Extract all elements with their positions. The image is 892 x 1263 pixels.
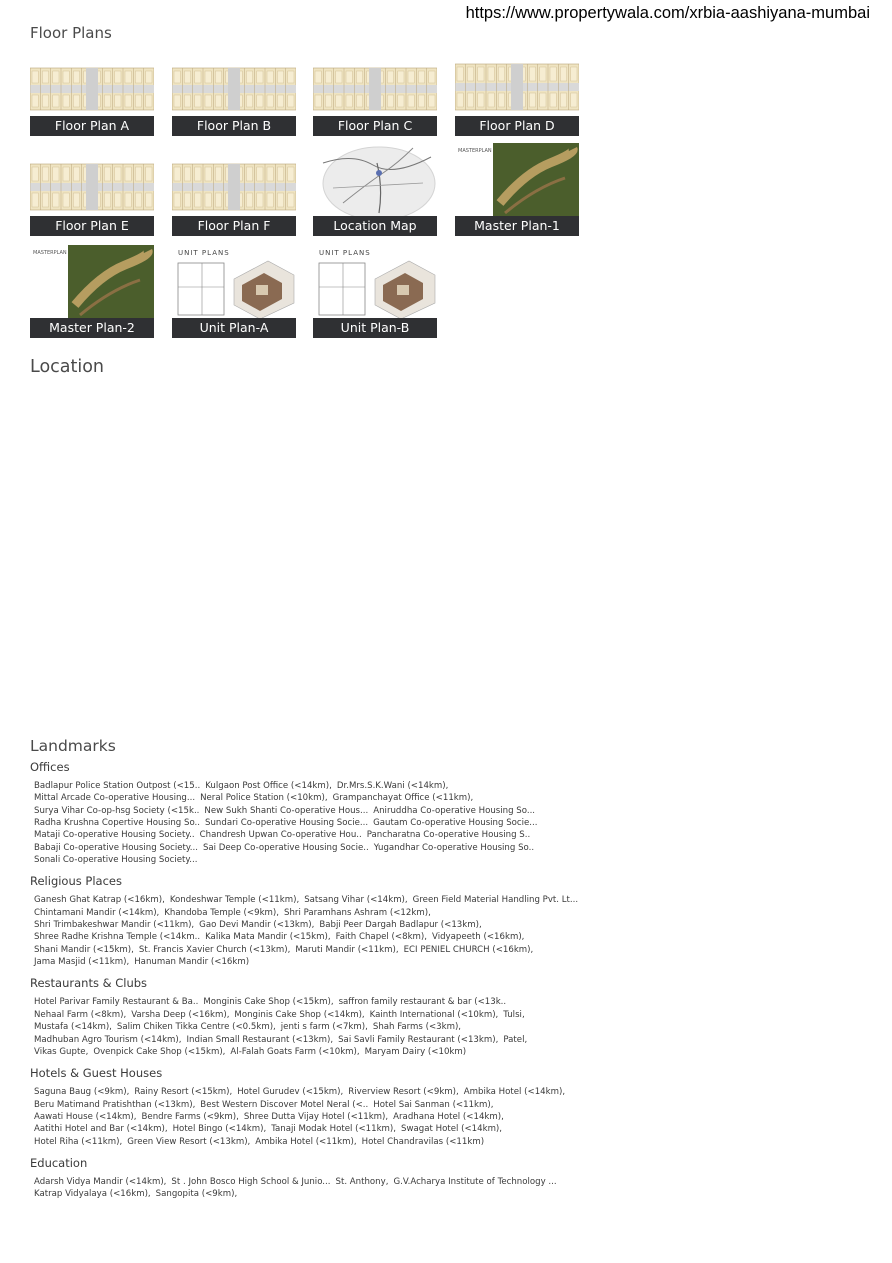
- landmark-item[interactable]: Madhuban Agro Tourism (<14km),: [34, 1034, 182, 1045]
- landmark-item[interactable]: St. Anthony,: [335, 1176, 389, 1187]
- landmark-item[interactable]: Maruti Mandir (<11km),: [295, 944, 399, 955]
- landmark-item[interactable]: Babaji Co-operative Housing Society...: [34, 842, 198, 853]
- landmark-item[interactable]: Chandresh Upwan Co-operative Hou..: [199, 830, 362, 841]
- landmark-item[interactable]: Varsha Deep (<16km),: [131, 1009, 230, 1020]
- landmark-item[interactable]: Mustafa (<14km),: [34, 1022, 112, 1033]
- landmark-item[interactable]: Kalika Mata Mandir (<15km),: [205, 932, 331, 943]
- landmark-item[interactable]: Al-Falah Goats Farm (<10km),: [230, 1046, 360, 1057]
- landmark-item[interactable]: Green View Resort (<13km),: [127, 1136, 251, 1147]
- thumbnail-caption: Floor Plan B: [172, 116, 296, 136]
- landmark-item[interactable]: Bendre Farms (<9km),: [141, 1111, 239, 1122]
- landmark-item[interactable]: Kainth International (<10km),: [369, 1009, 499, 1020]
- landmark-item[interactable]: Ambika Hotel (<11km),: [255, 1136, 357, 1147]
- thumbnail-image: [313, 143, 437, 216]
- landmark-items: [30, 894, 590, 968]
- gallery-thumb[interactable]: [313, 143, 437, 236]
- gallery-thumb[interactable]: [455, 143, 579, 236]
- landmark-item[interactable]: New Sukh Shanti Co-operative Hous...: [204, 805, 369, 816]
- landmark-category-title: Restaurants & Clubs: [30, 976, 148, 991]
- gallery-thumb[interactable]: [313, 64, 437, 136]
- landmark-category: [30, 1066, 590, 1148]
- landmark-category-title: Education: [30, 1155, 88, 1170]
- location-map-area: [30, 385, 590, 715]
- landmark-item[interactable]: Salim Chiken Tikka Centre (<0.5km),: [116, 1022, 276, 1033]
- landmark-item[interactable]: Radha Krushna Copertive Housing So..: [34, 818, 201, 829]
- page-url[interactable]: https://www.propertywala.com/xrbia-aashiyana-mumbai: [465, 4, 870, 22]
- gallery-thumb[interactable]: [172, 64, 296, 136]
- landmark-item[interactable]: Jama Masjid (<11km),: [34, 957, 130, 968]
- landmark-item[interactable]: Katrap Vidyalaya (<16km),: [34, 1189, 151, 1200]
- gallery-thumb[interactable]: [313, 245, 437, 338]
- landmark-item[interactable]: Aniruddha Co-operative Housing So...: [373, 805, 536, 816]
- landmark-item[interactable]: Satsang Vihar (<14km),: [304, 895, 408, 906]
- landmarks-heading: Landmarks: [30, 737, 116, 755]
- landmark-item[interactable]: Babji Peer Dargah Badlapur (<13km),: [319, 920, 482, 931]
- landmark-item[interactable]: Kondeshwar Temple (<11km),: [169, 895, 300, 906]
- landmarks-list: [30, 760, 590, 1201]
- location-heading: Location: [30, 357, 105, 377]
- landmark-item[interactable]: Kulgaon Post Office (<14km),: [205, 781, 332, 791]
- landmark-item[interactable]: G.V.Acharya Institute of Technology ...: [393, 1176, 557, 1187]
- landmark-item[interactable]: Aawati House (<14km),: [34, 1111, 137, 1122]
- landmark-item[interactable]: Hotel Gurudev (<15km),: [237, 1087, 344, 1098]
- landmark-item[interactable]: Shah Farms (<3km),: [372, 1022, 462, 1033]
- thumbnail-caption: Floor Plan D: [455, 116, 579, 136]
- landmark-item[interactable]: Monginis Cake Shop (<14km),: [234, 1009, 365, 1020]
- landmark-item[interactable]: Ganesh Ghat Katrap (<16km),: [34, 895, 165, 906]
- landmark-item[interactable]: Grampanchayat Office (<11km),: [332, 793, 474, 804]
- landmark-category: [30, 1156, 590, 1201]
- landmark-item[interactable]: Faith Chapel (<8km),: [335, 932, 428, 943]
- landmark-item[interactable]: Sundari Co-operative Housing Socie...: [205, 818, 369, 829]
- landmark-item[interactable]: Sonali Co-operative Housing Society...: [34, 855, 198, 866]
- landmark-item[interactable]: Hanuman Mandir (<16km): [134, 957, 250, 968]
- svg-text:MASTERPLAN: MASTERPLAN: [458, 148, 492, 154]
- landmark-item[interactable]: Hotel Parivar Family Restaurant & Ba..: [34, 997, 199, 1008]
- landmark-item[interactable]: Khandoba Temple (<9km),: [164, 907, 280, 918]
- landmark-item[interactable]: Indian Small Restaurant (<13km),: [186, 1034, 334, 1045]
- landmark-item[interactable]: Sai Deep Co-operative Housing Socie..: [202, 842, 369, 853]
- gallery-thumb[interactable]: [172, 160, 296, 236]
- landmark-item[interactable]: jenti s farm (<7km),: [280, 1022, 368, 1033]
- thumbnail-caption: Location Map: [313, 216, 437, 236]
- landmark-item[interactable]: Maryam Dairy (<10km): [364, 1046, 467, 1057]
- landmark-item[interactable]: Aradhana Hotel (<14km),: [393, 1111, 504, 1122]
- landmark-item[interactable]: Vikas Gupte,: [34, 1046, 89, 1057]
- thumbnail-caption: Unit Plan-A: [172, 318, 296, 338]
- gallery-thumb[interactable]: [455, 60, 579, 136]
- landmark-items: [30, 780, 590, 866]
- landmark-category: [30, 976, 590, 1058]
- landmark-item[interactable]: Adarsh Vidya Mandir (<14km),: [34, 1176, 167, 1187]
- landmark-item[interactable]: Sai Savli Family Restaurant (<13km),: [338, 1034, 499, 1045]
- landmark-item[interactable]: Mittal Arcade Co-operative Housing...: [34, 793, 196, 804]
- landmark-item[interactable]: Gao Devi Mandir (<13km),: [199, 920, 315, 931]
- landmark-item[interactable]: Shree Dutta Vijay Hotel (<11km),: [243, 1111, 389, 1122]
- landmark-item[interactable]: Ambika Hotel (<14km),: [463, 1087, 566, 1098]
- svg-text:UNIT PLANS: UNIT PLANS: [178, 249, 230, 257]
- svg-text:UNIT PLANS: UNIT PLANS: [319, 249, 371, 257]
- landmark-category-title: Religious Places: [30, 874, 122, 889]
- thumbnail-image: [172, 64, 296, 114]
- landmark-item[interactable]: Beru Matimand Pratishthan (<13km),: [34, 1099, 196, 1110]
- landmark-item[interactable]: Tulsi,: [503, 1009, 525, 1020]
- landmark-item[interactable]: Riverview Resort (<9km),: [348, 1087, 459, 1098]
- gallery-thumb[interactable]: [30, 160, 154, 236]
- landmark-item[interactable]: Chintamani Mandir (<14km),: [34, 907, 160, 918]
- landmark-items: [30, 1086, 590, 1148]
- landmark-item[interactable]: saffron family restaurant & bar (<13k..: [338, 997, 507, 1008]
- gallery-thumb[interactable]: [30, 64, 154, 136]
- thumbnail-image: [313, 245, 437, 318]
- landmark-item[interactable]: Saguna Baug (<9km),: [34, 1087, 130, 1098]
- landmark-item[interactable]: Surya Vihar Co-op-hsg Society (<15k..: [34, 805, 200, 816]
- landmark-item[interactable]: Shri Paramhans Ashram (<12km),: [284, 907, 431, 918]
- landmark-category: [30, 874, 590, 968]
- landmark-item[interactable]: Mataji Co-operative Housing Society..: [34, 830, 195, 841]
- landmark-item[interactable]: Gautam Co-operative Housing Socie...: [373, 818, 538, 829]
- landmark-item[interactable]: St . John Bosco High School & Junio...: [171, 1176, 331, 1187]
- landmark-items: [30, 1176, 590, 1201]
- landmark-item[interactable]: Patel,: [503, 1034, 528, 1045]
- landmark-item[interactable]: Vidyapeeth (<16km),: [432, 932, 525, 943]
- gallery-thumb[interactable]: [172, 245, 296, 338]
- landmark-category-title: Hotels & Guest Houses: [30, 1066, 163, 1081]
- landmark-item[interactable]: Best Western Discover Motel Neral (<..: [200, 1099, 369, 1110]
- landmark-item[interactable]: Neral Police Station (<10km),: [200, 793, 328, 804]
- landmark-category-title: Offices: [30, 760, 70, 774]
- landmark-item[interactable]: Sangopita (<9km),: [155, 1189, 238, 1200]
- landmark-item[interactable]: Rainy Resort (<15km),: [134, 1087, 233, 1098]
- landmark-items: [30, 996, 590, 1058]
- thumbnail-caption: Master Plan-1: [455, 216, 579, 236]
- thumbnail-caption: Floor Plan A: [30, 116, 154, 136]
- landmark-item[interactable]: Swagat Hotel (<14km),: [401, 1124, 503, 1135]
- landmark-item[interactable]: Shri Trimbakeshwar Mandir (<11km),: [34, 920, 195, 931]
- landmark-item[interactable]: Dr.Mrs.S.K.Wani (<14km),: [336, 781, 449, 791]
- thumbnail-caption: Floor Plan C: [313, 116, 437, 136]
- floor-plans-heading: Floor Plans: [30, 24, 112, 42]
- landmark-item[interactable]: Hotel Bingo (<14km),: [172, 1124, 267, 1135]
- thumbnail-image: [172, 160, 296, 214]
- landmark-item[interactable]: Tanaji Modak Hotel (<11km),: [271, 1124, 397, 1135]
- thumbnail-image: [172, 245, 296, 318]
- landmark-item[interactable]: Hotel Chandravilas (<11km): [361, 1136, 485, 1147]
- thumbnail-caption: Floor Plan F: [172, 216, 296, 236]
- landmark-item[interactable]: Hotel Riha (<11km),: [34, 1136, 123, 1147]
- landmark-item[interactable]: Pancharatna Co-operative Housing S..: [366, 830, 531, 841]
- thumbnail-image: [455, 143, 579, 216]
- thumbnail-image: [30, 160, 154, 214]
- landmark-item[interactable]: St. Francis Xavier Church (<13km),: [138, 944, 291, 955]
- landmark-item[interactable]: Nehaal Farm (<8km),: [34, 1009, 127, 1020]
- landmark-item[interactable]: Shani Mandir (<15km),: [34, 944, 134, 955]
- landmark-item[interactable]: ECI PENIEL CHURCH (<16km),: [403, 944, 534, 955]
- thumbnail-image: [30, 64, 154, 114]
- thumbnail-image: [313, 64, 437, 114]
- landmark-item[interactable]: Shree Radhe Krishna Temple (<14km..: [34, 932, 201, 943]
- landmark-item[interactable]: Green Field Material Handling Pvt. Lt...: [412, 895, 579, 906]
- landmark-item[interactable]: Yugandhar Co-operative Housing So..: [373, 842, 535, 853]
- landmark-item[interactable]: Badlapur Police Station Outpost (<15..: [34, 781, 201, 791]
- thumbnail-caption: Unit Plan-B: [313, 318, 437, 338]
- thumbnail-caption: Floor Plan E: [30, 216, 154, 236]
- thumbnail-image: [30, 245, 154, 318]
- landmark-item[interactable]: Monginis Cake Shop (<15km),: [203, 997, 334, 1008]
- gallery-thumb[interactable]: [30, 245, 154, 338]
- landmark-category: [30, 760, 590, 866]
- thumbnail-caption: Master Plan-2: [30, 318, 154, 338]
- thumbnail-image: [455, 60, 579, 114]
- landmark-item[interactable]: Ovenpick Cake Shop (<15km),: [93, 1046, 226, 1057]
- landmark-item[interactable]: Hotel Sai Sanman (<11km),: [373, 1099, 494, 1110]
- svg-text:MASTERPLAN: MASTERPLAN: [33, 250, 67, 256]
- landmark-item[interactable]: Aatithi Hotel and Bar (<14km),: [34, 1124, 168, 1135]
